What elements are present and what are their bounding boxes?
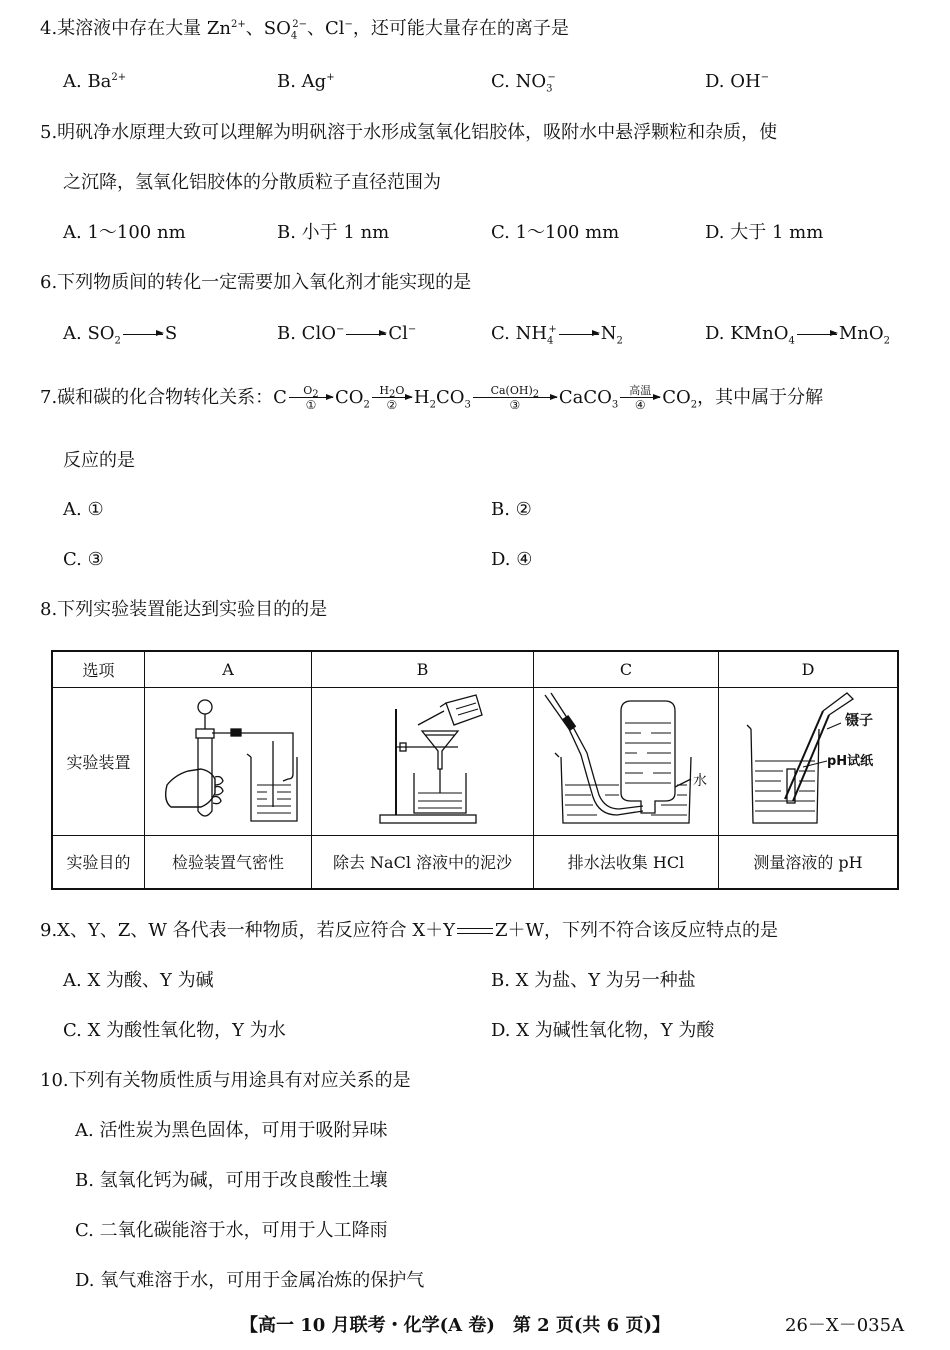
q7-option-c: C. ③ [63,549,104,570]
table-header-cell: A [145,651,312,687]
purpose-cell: 排水法收集 HCl [534,835,719,889]
water-label: 水 [693,773,707,789]
q4-option-c: C. $NO_3^-$ [491,71,556,95]
table-header-cell: D [719,651,899,687]
table-header-cell: C [534,651,719,687]
q4-option-a: A. $Ba^{2+}$ [63,71,127,92]
q6-option-a: A. $SO_2$ S [63,323,178,347]
q5-option-a: A. 1～100 nm [63,222,186,243]
q6-option-c: C. $NH_4^+$ $N_2$ [491,323,623,347]
table-row [52,687,898,835]
reaction-arrow-icon: $Ca(OH)_2$ ③ [473,384,557,412]
q9-stem: 9.X、Y、Z、W 各代表一种物质，若反应符合 X＋Y Z＋W，下列不符合该反应特点的是 [40,920,779,941]
q6-option-b: B. ClO− Cl− [277,323,417,344]
table-header-row [52,651,898,687]
equals-sign-icon [457,928,493,934]
q9-option-a: A. X 为酸、Y 为碱 [63,970,214,991]
apparatus-c-figure [534,687,719,835]
row-label: 实验目的 [52,835,145,889]
q5-option-b: B. 小于 1 nm [277,222,390,243]
apparatus-b-figure [312,687,534,835]
q9-option-d: D. X 为碱性氧化物，Y 为酸 [491,1020,715,1041]
reaction-arrow-icon [797,334,837,335]
reaction-arrow-icon: 高温 ④ [620,384,660,412]
q5-option-d: D. 大于 1 mm [705,222,824,243]
table-header-cell: 选项 [52,651,145,687]
q9-option-c: C. X 为酸性氧化物，Y 为水 [63,1020,286,1041]
ph-paper-label: pH试纸 [827,754,874,769]
q8-stem: 8.下列实验装置能达到实验目的的是 [40,599,328,620]
purpose-cell: 检验装置气密性 [145,835,312,889]
q5-option-c: C. 1～100 mm [491,222,620,243]
tweezers-label: 镊子 [845,713,873,729]
table-row [52,835,898,889]
q7-stem-line2: 反应的是 [63,450,135,471]
q4-option-b: B. Ag+ [277,71,335,92]
q4-option-d: D. OH− [705,71,770,92]
apparatus-a-figure [145,687,312,835]
filtration-apparatus-icon [328,689,518,829]
q7-option-d: D. ④ [491,549,533,570]
q6-stem: 6.下列物质间的转化一定需要加入氧化剂才能实现的是 [40,272,472,293]
water-displacement-apparatus-icon [541,689,711,829]
page-footer-code: 26－X－035A [785,1315,905,1336]
q5-stem-line2: 之沉降，氢氧化铝胶体的分散质粒子直径范围为 [63,172,441,193]
airtightness-test-apparatus-icon [153,689,303,829]
reaction-arrow-icon: $O_2$ ① [289,384,333,412]
experiment-table [51,650,899,890]
q10-stem: 10.下列有关物质性质与用途具有对应关系的是 [40,1070,411,1091]
reaction-arrow-icon: $H_2O$ ② [372,384,412,412]
ph-measurement-apparatus-icon [723,689,893,829]
q9-option-b: B. X 为盐、Y 为另一种盐 [491,970,696,991]
reaction-arrow-icon [123,334,163,335]
q10-option-b: B. 氢氧化钙为碱，可用于改良酸性土壤 [75,1170,388,1191]
table-header-cell: B [312,651,534,687]
q5-stem-line1: 5.明矾净水原理大致可以理解为明矾溶于水形成氢氧化铝胶体，吸附水中悬浮颗粒和杂质，使 [40,122,778,143]
q10-option-c: C. 二氧化碳能溶于水，可用于人工降雨 [75,1220,388,1241]
q10-option-d: D. 氧气难溶于水，可用于金属冶炼的保护气 [75,1270,425,1291]
page-footer-title: 【高一 10 月联考・化学(A 卷) 第 2 页(共 6 页)】 [240,1315,670,1336]
q7-stem: 7.碳和碳的化合物转化关系：C $O_2$ ① $CO_2$ $H_2O$ ② $H_2CO_3$ $Ca(OH)_2$ ③ CaCO$_3$ 高温 ④ $CO_2$，其中属于分解 [40,384,824,412]
row-label: 实验装置 [52,687,145,835]
q7-option-b: B. ② [491,499,532,520]
apparatus-d-figure [719,687,899,835]
q7-option-a: A. ① [63,499,104,520]
reaction-arrow-icon [346,334,386,335]
q4-stem: 4.某溶液中存在大量 $Zn^{2+}$、$SO_4^{2-}$、Cl−，还可能大量存在的离子是 [40,18,569,42]
purpose-cell: 测量溶液的 pH [719,835,899,889]
q10-option-a: A. 活性炭为黑色固体，可用于吸附异味 [75,1120,388,1141]
reaction-arrow-icon [559,334,599,335]
purpose-cell: 除去 NaCl 溶液中的泥沙 [312,835,534,889]
q6-option-d: D. KMnO$_4$ MnO$_2$ [705,323,890,347]
